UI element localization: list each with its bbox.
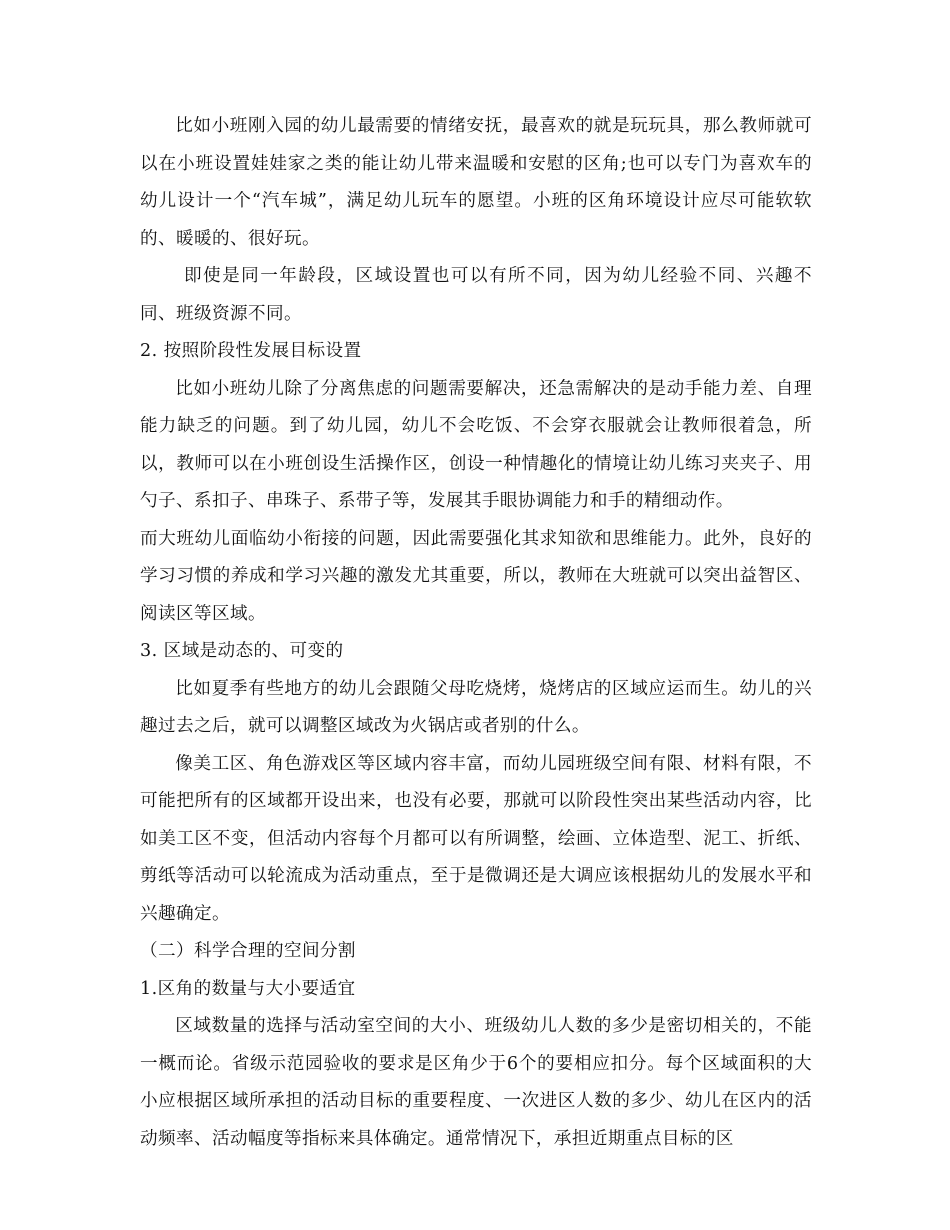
paragraph-art-area-rotation: 像美工区、角色游戏区等区域内容丰富，而幼儿园班级空间有限、材料有限，不可能把所有的区域都开设出来，也没有必要，那就可以阶段性突出某些活动内容，比如美工区不变，但活动内容每个月都可以有所调整，绘画、立体造型、泥工、折纸、剪纸等活动可以轮流成为活动重点，至于是微调还是大调应该根据幼儿的发展水平和兴趣确定。 (140, 753, 812, 924)
paragraph-same-age-variation: 即使是同一年龄段，区域设置也可以有所不同，因为幼儿经验不同、兴趣不同、班级资源不同。 (140, 266, 812, 324)
paragraph-area-count-requirements: 区域数量的选择与活动室空间的大小、班级幼儿人数的多少是密切相关的，不能一概而论。省级示范园验收的要求是区角少于6个的要相应扣分。每个区域面积的大小应根据区域所承担的活动目标的重要程度、一次进区人数的多少、幼儿在区内的活动频率、活动幅度等指标来具体确定。通常情况下，承担近期重点目标的区 (140, 1016, 812, 1149)
paragraph-bbq-area-example: 比如夏季有些地方的幼儿会跟随父母吃烧烤，烧烤店的区域应运而生。幼儿的兴趣过去之后，就可以调整区域改为火锅店或者别的什么。 (140, 678, 812, 736)
paragraph-senior-class-transition: 而大班幼儿面临幼小衔接的问题，因此需要强化其求知欲和思维能力。此外，良好的学习习惯的养成和学习兴趣的激发尤其重要，所以，教师在大班就可以突出益智区、阅读区等区域。 (140, 528, 812, 624)
section-heading-dynamic-areas: 3. 区域是动态的、可变的 (140, 641, 344, 661)
paragraph-toddler-class-comfort: 比如小班刚入园的幼儿最需要的情绪安抚，最喜欢的就是玩玩具，那么教师就可以在小班设置娃娃家之类的能让幼儿带来温暖和安慰的区角;也可以专门为喜欢车的幼儿设计一个“汽车城”，满足幼儿玩车的愿望。小班的区角环境设计应尽可能软软的、暖暖的、很好玩。 (140, 116, 812, 249)
subsection-heading-area-quantity-size: 1.区角的数量与大小要适宜 (140, 978, 356, 999)
section-heading-stage-goals: 2. 按照阶段性发展目标设置 (140, 341, 362, 361)
section-heading-space-division: （二）科学合理的空间分割 (140, 941, 356, 961)
document-body (140, 108, 812, 1158)
paragraph-self-care-skills: 比如小班幼儿除了分离焦虑的问题需要解决，还急需解决的是动手能力差、自理能力缺乏的问题。到了幼儿园，幼儿不会吃饭、不会穿衣服就会让教师很着急，所以，教师可以在小班创设生活操作区，创设一种情趣化的情境让幼儿练习夹夹子、用勺子、系扣子、串珠子、系带子等，发展其手眼协调能力和手的精细动作。 (140, 378, 812, 511)
